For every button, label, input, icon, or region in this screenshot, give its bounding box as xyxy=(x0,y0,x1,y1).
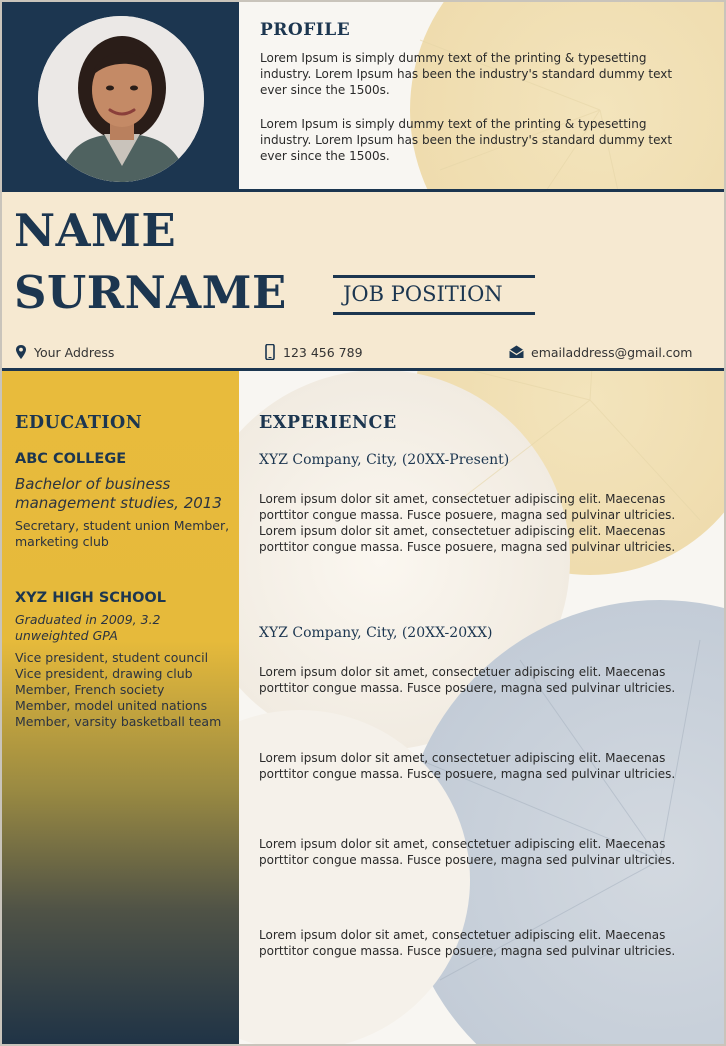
email-text: emailaddress@gmail.com xyxy=(531,344,693,360)
education-column xyxy=(0,371,239,1046)
experience-heading: EXPERIENCE xyxy=(259,413,397,433)
school-notes xyxy=(15,650,237,730)
profile-section xyxy=(260,20,680,182)
school-notes xyxy=(15,518,237,550)
school-note: Member, French society xyxy=(15,682,165,697)
profile-paragraph: Lorem Ipsum is simply dummy text of the printing & typesetting industry. Lorem Ipsum has been the industry's standard dummy text ever since the 1500s. xyxy=(260,51,673,97)
job-heading: XYZ Company, City, (20XX-20XX) xyxy=(259,625,493,641)
school-note: Secretary, student union Member, xyxy=(15,518,230,533)
job-description: Lorem ipsum dolor sit amet, consectetuer adipiscing elit. Maecenas porttitor congue massa. Fusce posuere, magna sed pulvinar ultricies. xyxy=(259,837,676,867)
profile-paragraph: Lorem Ipsum is simply dummy text of the printing & typesetting industry. Lorem Ipsum has been the industry's standard dummy text ever since the 1500s. xyxy=(260,117,673,163)
school-note: Member, varsity basketball team xyxy=(15,714,222,729)
education-heading: EDUCATION xyxy=(15,413,143,433)
envelope-icon xyxy=(508,344,525,360)
job-heading: XYZ Company, City, (20XX-Present) xyxy=(259,452,510,468)
school-description: Graduated in 2009, 3.2 unweighted GPA xyxy=(15,612,161,643)
name-banner xyxy=(0,189,726,371)
contact-phone xyxy=(263,344,363,360)
school-note: Member, model united nations xyxy=(15,698,208,713)
job-position: JOB POSITION xyxy=(343,282,503,306)
mobile-phone-icon xyxy=(263,344,277,360)
job-description: Lorem ipsum dolor sit amet, consectetuer adipiscing elit. Maecenas porttitor congue massa. Fusce posuere, magna sed pulvinar ultricies. xyxy=(259,928,676,958)
job-position-box xyxy=(333,275,535,315)
photo-panel xyxy=(0,0,239,191)
school-note: Vice president, student council xyxy=(15,650,209,665)
contact-address xyxy=(14,344,114,360)
profile-heading: PROFILE xyxy=(260,20,351,40)
school-name: XYZ HIGH SCHOOL xyxy=(15,590,166,606)
school-note: Vice president, drawing club xyxy=(15,666,193,681)
last-name: SURNAME xyxy=(14,266,287,319)
school-description: Bachelor of business management studies, 2013 xyxy=(15,475,222,512)
job-description: Lorem ipsum dolor sit amet, consectetuer adipiscing elit. Maecenas porttitor congue massa. Fusce posuere, magna sed pulvinar ultricies. Lorem ipsum dolor sit amet, consectetuer adipiscing elit. Maecenas porttitor congue massa. Fusce posuere, magna sed pulvinar ultricies. xyxy=(259,492,676,554)
job-description: Lorem ipsum dolor sit amet, consectetuer adipiscing elit. Maecenas porttitor congue massa. Fusce posuere, magna sed pulvinar ultricies. xyxy=(259,751,676,781)
contact-email xyxy=(508,344,692,360)
address-text: Your Address xyxy=(34,344,115,360)
map-pin-icon xyxy=(14,344,28,360)
school-note: marketing club xyxy=(15,534,109,549)
profile-photo xyxy=(38,16,204,182)
job-description: Lorem ipsum dolor sit amet, consectetuer adipiscing elit. Maecenas porttitor congue massa. Fusce posuere, magna sed pulvinar ultricies. xyxy=(259,665,676,695)
phone-text: 123 456 789 xyxy=(283,344,363,360)
first-name: NAME xyxy=(14,204,177,257)
school-name: ABC COLLEGE xyxy=(15,451,127,467)
